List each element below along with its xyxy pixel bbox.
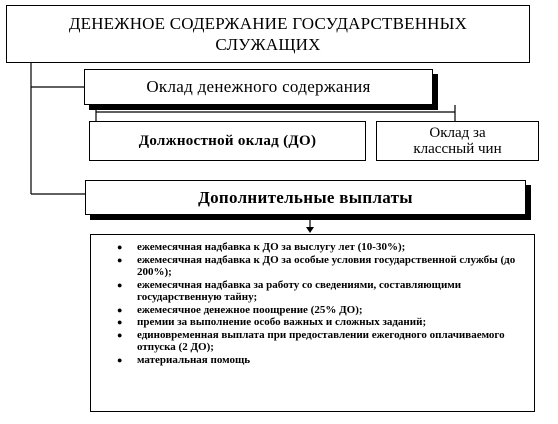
list-item — [111, 354, 526, 367]
salary-box — [84, 69, 433, 105]
list-item-text: ежемесячная надбавка к ДО за особые условия государственной службы (до 200%); — [137, 253, 516, 278]
position-salary-box — [89, 121, 366, 161]
list-item-text: ежемесячная надбавка за работу со сведениями, составляющими государственную тайну; — [137, 278, 462, 303]
root-title-line: ДЕНЕЖНОЕ СОДЕРЖАНИЕ ГОСУДАРСТВЕННЫХ — [68, 14, 468, 33]
list-item-text: премии за выполнение особо важных и сложных заданий; — [137, 316, 427, 328]
list-item-text: материальная помощь — [137, 353, 251, 366]
list-item — [111, 241, 526, 254]
list-item — [111, 304, 526, 317]
rank-salary-box — [376, 121, 539, 161]
extra-payments-box — [85, 180, 526, 215]
bullet-icon: ● — [117, 354, 123, 365]
position-salary-label: Должностной оклад (ДО) — [138, 132, 317, 149]
list-item-text: единовременная выплата при предоставлении ежегодного оплачиваемого отпуска (2 ДО); — [137, 328, 505, 353]
rank-salary-line: Оклад за — [429, 125, 486, 141]
list-item-text: ежемесячная надбавка к ДО за выслугу лет (10-30%); — [137, 241, 406, 253]
payments-list — [111, 241, 526, 366]
list-item — [111, 316, 526, 329]
payments-list-box — [90, 234, 535, 412]
arrow-head — [306, 227, 314, 233]
bullet-icon: ● — [117, 242, 123, 252]
bullet-icon: ● — [117, 304, 123, 315]
bullet-icon: ● — [117, 279, 123, 290]
bullet-icon: ● — [117, 254, 123, 265]
list-item — [111, 254, 526, 279]
bullet-icon: ● — [117, 317, 123, 327]
rank-salary-label — [413, 125, 501, 157]
extra-payments-label: Дополнительные выплаты — [198, 187, 413, 207]
rank-salary-line: классный чин — [413, 141, 502, 157]
root-box — [6, 5, 530, 63]
salary-box-label: Оклад денежного содержания — [146, 77, 371, 96]
list-item — [111, 279, 526, 304]
list-item-text: ежемесячное денежное поощрение (25% ДО); — [137, 303, 363, 316]
root-title — [69, 13, 467, 55]
list-item — [111, 329, 526, 354]
root-title-line: СЛУЖАЩИХ — [215, 35, 321, 54]
bullet-icon: ● — [117, 329, 123, 340]
